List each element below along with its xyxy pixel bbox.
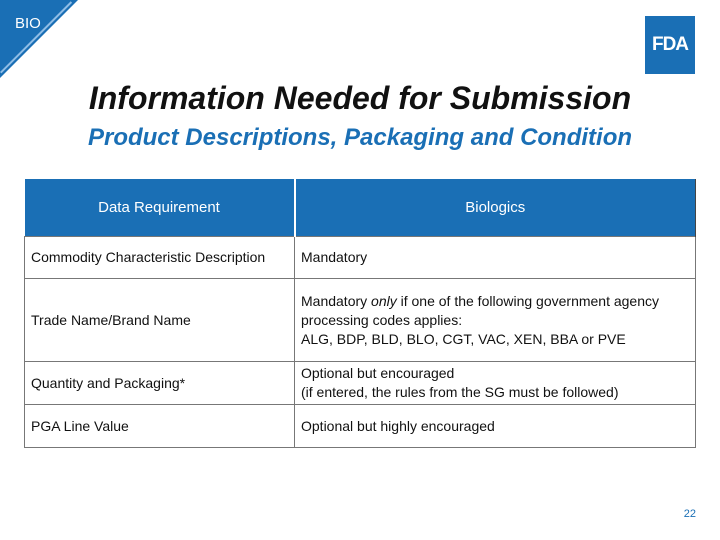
- value-line-2: (if entered, the rules from the SG must be followed): [301, 384, 619, 400]
- value-suffix: if one of the following government agency processing codes applies:: [301, 292, 660, 328]
- value-cell: [295, 279, 696, 362]
- header-biologics: Biologics: [295, 179, 696, 237]
- table-row: [25, 362, 696, 405]
- requirements-table: [24, 179, 696, 448]
- corner-label: BIO: [15, 15, 41, 32]
- requirement-cell: Quantity and Packaging*: [25, 362, 295, 405]
- fda-logo: [645, 16, 695, 74]
- page-subtitle: Product Descriptions, Packaging and Condition: [87, 124, 633, 151]
- page-number: 22: [683, 508, 696, 520]
- corner-banner: [0, 0, 78, 78]
- requirement-cell: Commodity Characteristic Description: [25, 237, 295, 279]
- value-line-1: Optional but encouraged: [301, 365, 455, 381]
- value-cell: Mandatory: [295, 237, 696, 279]
- processing-codes: ALG, BDP, BLD, BLO, CGT, VAC, XEN, BBA or PVE: [301, 330, 626, 347]
- value-cell: [295, 362, 696, 405]
- value-cell: Optional but highly encouraged: [295, 405, 696, 448]
- table-row: [25, 405, 696, 448]
- value-prefix: Mandatory: [301, 292, 372, 309]
- page-title: Information Needed for Submission: [88, 80, 632, 116]
- table-header-row: [25, 179, 696, 237]
- value-emphasis: only: [371, 292, 397, 309]
- table-row: [25, 237, 696, 279]
- requirement-cell: Trade Name/Brand Name: [25, 279, 295, 362]
- header-data-requirement: Data Requirement: [25, 179, 295, 237]
- fda-logo-text: FDA: [651, 34, 689, 55]
- requirement-cell: PGA Line Value: [25, 405, 295, 448]
- table-row: [25, 279, 696, 362]
